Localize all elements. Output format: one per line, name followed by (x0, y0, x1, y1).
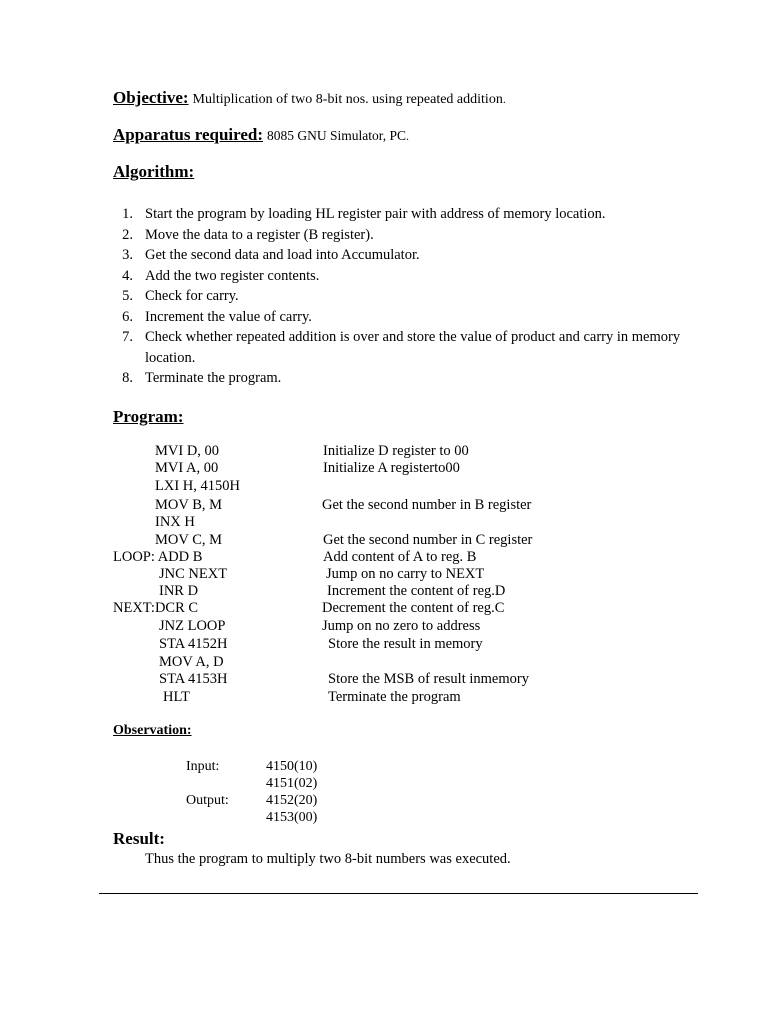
observation-output-value: 4152(20) (266, 793, 318, 808)
bottom-divider (99, 893, 698, 894)
algorithm-step-text: Move the data to a register (B register). (145, 227, 374, 243)
observation-input-value: 4150(10) (266, 759, 318, 774)
apparatus-text: 8085 GNU Simulator, PC (267, 128, 406, 143)
observation-input-label: Input: (186, 759, 220, 774)
program-comment: Add content of A to reg. B (323, 549, 477, 565)
algorithm-step-text: Check whether repeated addition is over and store the value of product and carry in memory (145, 329, 681, 345)
program-comment: Get the second number in C register (323, 532, 533, 548)
program-comment: Terminate the program (328, 689, 461, 705)
program-instruction: MVI D, 00 (155, 443, 220, 459)
objective-label: Objective: (113, 88, 189, 107)
program-instruction: JNC NEXT (159, 566, 228, 582)
objective-period: . (502, 92, 506, 106)
program-instruction: LXI H, 4150H (155, 478, 240, 494)
apparatus-line (113, 125, 409, 145)
algorithm-step-number: 5. (122, 288, 133, 304)
program-comment: Store the MSB of result inmemory (328, 671, 529, 687)
algorithm-step-number: 6. (122, 309, 133, 325)
observation-heading: Observation: (113, 723, 192, 738)
algorithm-step-text: Check for carry. (145, 288, 239, 304)
algorithm-step-number: 2. (122, 227, 133, 243)
algorithm-step-text: Start the program by loading HL register pair with address of memory location. (145, 206, 606, 222)
algorithm-step-text: Add the two register contents. (145, 268, 320, 284)
program-instruction: MOV C, M (155, 532, 223, 548)
algorithm-step-text: Terminate the program. (145, 370, 282, 386)
program-instruction: STA 4152H (159, 636, 228, 652)
program-instruction: NEXT:DCR C (113, 600, 199, 616)
result-heading: Result: (113, 829, 165, 848)
program-heading: Program: (113, 407, 184, 426)
algorithm-step-continuation: location. (145, 350, 196, 366)
observation-output-label: Output: (186, 793, 229, 808)
program-comment: Store the result in memory (328, 636, 483, 652)
algorithm-step-text: Get the second data and load into Accumulator. (145, 247, 420, 263)
program-instruction: JNZ LOOP (159, 618, 226, 634)
objective-line (113, 88, 506, 108)
program-comment: Initialize D register to 00 (323, 443, 469, 459)
program-comment: Jump on no zero to address (322, 618, 481, 634)
program-comment: Increment the content of reg.D (327, 583, 506, 599)
algorithm-step-text: Increment the value of carry. (145, 309, 312, 325)
program-instruction: MOV A, D (159, 654, 224, 670)
program-instruction: MOV B, M (155, 497, 223, 513)
result-text: Thus the program to multiply two 8-bit numbers was executed. (145, 851, 511, 867)
program-instruction: LOOP: ADD B (113, 549, 203, 565)
algorithm-step-number: 4. (122, 268, 133, 284)
program-comment: Initialize A registerto00 (323, 460, 460, 476)
algorithm-step-number: 7. (122, 329, 133, 345)
program-instruction: MVI A, 00 (155, 460, 219, 476)
program-comment: Jump on no carry to NEXT (326, 566, 485, 582)
algorithm-step-number: 8. (122, 370, 133, 386)
program-comment: Get the second number in B register (322, 497, 532, 513)
program-instruction: STA 4153H (159, 671, 228, 687)
program-instruction: INR D (159, 583, 199, 599)
algorithm-step-number: 1. (122, 206, 133, 222)
algorithm-step-number: 3. (122, 247, 133, 263)
objective-text: Multiplication of two 8-bit nos. using repeated addition (192, 92, 503, 107)
apparatus-period: . (406, 129, 409, 143)
observation-output-value: 4153(00) (266, 810, 318, 825)
program-instruction: INX H (155, 514, 195, 530)
observation-input-value: 4151(02) (266, 776, 318, 791)
algorithm-heading: Algorithm: (113, 162, 195, 181)
apparatus-label: Apparatus required: (113, 125, 264, 144)
program-comment: Decrement the content of reg.C (322, 600, 505, 616)
program-instruction: HLT (163, 689, 190, 705)
